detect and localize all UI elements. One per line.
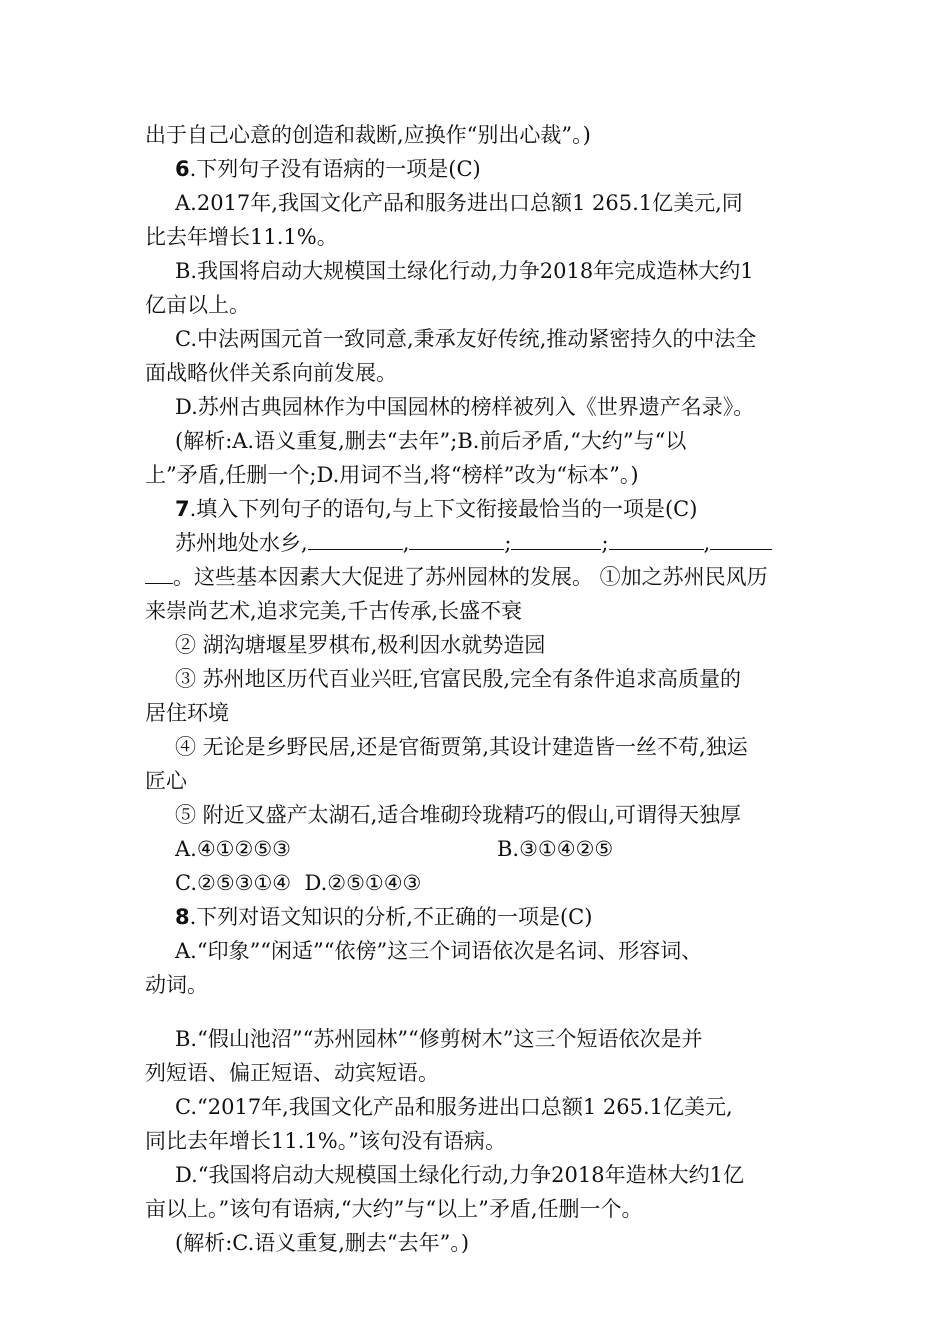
punctuation: ; — [601, 531, 609, 555]
q8-option-c-cont: 同比去年增长11.1%。”该句没有语病。 — [145, 1129, 506, 1153]
q7-sentence-5: ⑤ 附近又盛产太湖石,适合堆砌玲珑精巧的假山,可谓得天独厚 — [175, 803, 742, 827]
q7-options-cd: C.②⑤③①④ D.②⑤①④③ — [175, 871, 422, 895]
fill-blank — [511, 529, 601, 550]
q8-option-b-cont: 列短语、偏正短语、动宾短语。 — [145, 1061, 439, 1085]
question-8-stem — [175, 900, 810, 934]
passage-text: 苏州地处水乡, — [175, 531, 308, 555]
q7-sentence-3-cont: 居住环境 — [145, 701, 229, 725]
q7-sentence-3: ③ 苏州地区历代百业兴旺,官富民殷,完全有条件追求高质量的 — [175, 667, 742, 691]
question-number: 6 — [175, 157, 190, 181]
q7-passage-cont — [145, 560, 810, 594]
q8-explanation: (解析:C.语义重复,删去“去年”。) — [175, 1231, 470, 1255]
punctuation: , — [703, 531, 711, 555]
q7-sentence-2: ② 湖沟塘堰星罗棋布,极利因水就势造园 — [175, 633, 546, 657]
fill-blank — [308, 529, 403, 550]
q8-option-d: D.“我国将启动大规模国土绿化行动,力争2018年造林大约1亿 — [175, 1163, 744, 1187]
question-6-stem — [175, 152, 810, 186]
q7-options-ab — [175, 832, 810, 866]
punctuation: , — [402, 531, 410, 555]
question-7-stem — [175, 492, 810, 526]
q6-explanation: (解析:A.语义重复,删去“去年”;B.前后矛盾,“大约”与“以 — [175, 429, 687, 453]
q6-option-c: C.中法两国元首一致同意,秉承友好传统,推动紧密持久的中法全 — [175, 327, 757, 351]
question-number: 8 — [175, 905, 190, 929]
q6-option-a-cont: 比去年增长11.1%。 — [145, 225, 338, 249]
q6-explanation-cont: 上”矛盾,任删一个;D.用词不当,将“榜样”改为“标本”。) — [145, 463, 639, 487]
q6-option-d: D.苏州古典园林作为中国园林的榜样被列入《世界遗产名录》。 — [175, 395, 755, 419]
fill-blank — [145, 563, 173, 584]
question-text: .下列句子没有语病的一项是(C) — [189, 157, 481, 181]
passage-text: 。这些基本因素大大促进了苏州园林的发展。 ①加之苏州民风历 — [173, 565, 768, 589]
q7-sentence-1-cont: 来崇尚艺术,追求完美,千古传承,长盛不衰 — [145, 599, 523, 623]
question-text: .下列对语文知识的分析,不正确的一项是(C) — [189, 905, 593, 929]
q8-option-b: B.“假山池沼”“苏州园林”“修剪树木”这三个短语依次是并 — [175, 1027, 703, 1051]
q8-option-a: A.“印象”“闲适”“依傍”这三个词语依次是名词、形容词、 — [175, 939, 703, 963]
q6-option-c-cont: 面战略伙伴关系向前发展。 — [145, 361, 397, 385]
q6-option-b: B.我国将启动大规模国土绿化行动,力争2018年完成造林大约1 — [175, 259, 754, 283]
q8-option-d-cont: 亩以上。”该句有语病,“大约”与“以上”矛盾,任删一个。 — [145, 1197, 643, 1221]
q7-sentence-4: ④ 无论是乡野民居,还是官衙贾第,其设计建造皆一丝不苟,独运 — [175, 735, 748, 759]
q7-option-a: A.④①②⑤③ — [175, 837, 291, 861]
question-number: 7 — [175, 497, 190, 521]
q7-sentence-4-cont: 匠心 — [145, 769, 187, 793]
q8-option-c: C.“2017年,我国文化产品和服务进出口总额1 265.1亿美元, — [175, 1095, 733, 1119]
fill-blank — [609, 529, 704, 550]
q6-option-b-cont: 亿亩以上。 — [145, 293, 250, 317]
q7-option-b: B.③①④②⑤ — [497, 837, 614, 861]
punctuation: ; — [504, 531, 512, 555]
question-text: .填入下列句子的语句,与上下文衔接最恰当的一项是(C) — [189, 497, 698, 521]
q6-option-a: A.2017年,我国文化产品和服务进出口总额1 265.1亿美元,同 — [175, 191, 743, 215]
q7-passage — [175, 526, 810, 560]
text-line: 出于自己心意的创造和裁断,应换作“别出心裁”。) — [145, 123, 591, 147]
fill-blank — [409, 529, 504, 550]
fill-blank — [710, 529, 772, 550]
q8-option-a-cont: 动词。 — [145, 973, 208, 997]
